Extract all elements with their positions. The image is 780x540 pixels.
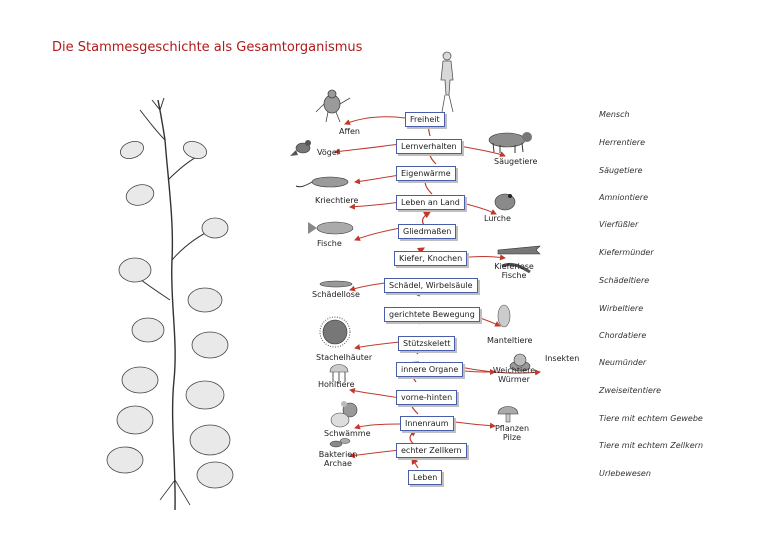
branch-label-affen: Affen <box>339 127 360 136</box>
group-label-wirbeltiere: Wirbeltiere <box>599 304 644 313</box>
page-title: Die Stammesgeschichte als Gesamtorganismus <box>52 40 363 55</box>
sponge-figure <box>331 413 349 427</box>
branch-label-manteltiere: Manteltiere <box>487 336 533 345</box>
bird-figure <box>290 140 311 156</box>
group-label-zweiseitentiere: Zweiseitentiere <box>599 386 662 395</box>
branch-label-stachelhaeuter: Stachelhäuter <box>316 353 373 362</box>
branch-label-voegel: Vögel <box>317 148 339 157</box>
sea-urchin-figure <box>320 317 350 347</box>
branch-label-kieferlose-fische: Kieferlose Fische <box>494 262 534 280</box>
branch-label-pflanzen-pilze: Pflanzen Pilze <box>494 424 530 442</box>
group-label-amniontiere: Amniontiere <box>599 193 649 202</box>
human-figure <box>441 52 453 112</box>
trait-box-kiefer-knochen: Kiefer, Knochen <box>394 251 467 266</box>
branch-label-lurche: Lurche <box>484 214 511 223</box>
trait-box-eigenwaerme: Eigenwärme <box>396 166 456 181</box>
group-label-neumuender: Neumünder <box>599 358 647 367</box>
branch-label-kriechtiere: Kriechtiere <box>315 196 359 205</box>
trait-box-echter-zellkern: echter Zellkern <box>396 443 467 458</box>
plant-illustration <box>107 98 233 510</box>
branch-label-fische: Fische <box>317 239 342 248</box>
group-label-mensch: Mensch <box>599 110 630 119</box>
mushroom-figure <box>498 407 518 423</box>
branch-label-bakterien-archae: Bakterien Archae <box>318 450 358 468</box>
lizard-figure <box>296 177 348 187</box>
group-label-vierfuessler: Vierfüßler <box>599 220 639 229</box>
branch-label-schaedellose: Schädellose <box>312 290 360 299</box>
group-label-tiere-mit-echtem-zellkern: Tiere mit echtem Zellkern <box>599 441 704 450</box>
trait-box-leben-an-land: Leben an Land <box>396 195 465 210</box>
wild-cat-figure <box>489 132 532 153</box>
trait-box-schaedel-wirbelsaeule: Schädel, Wirbelsäule <box>384 278 478 293</box>
group-label-tiere-mit-echtem-gewebe: Tiere mit echtem Gewebe <box>599 414 703 423</box>
trait-box-freiheit: Freiheit <box>405 112 445 127</box>
frog-figure <box>495 194 515 210</box>
trait-box-stuetzskelett: Stützskelett <box>398 336 455 351</box>
branch-label-saeugetiere: Säugetiere <box>494 157 538 166</box>
crocodile-figure <box>498 246 540 254</box>
branch-label-weichtiere-wuermer: Weichtiere Würmer <box>492 366 536 384</box>
trait-box-gerichtete-bewegung: gerichtete Bewegung <box>384 307 480 322</box>
trait-box-innenraum: Innenraum <box>400 416 454 431</box>
fish-figure <box>308 222 353 234</box>
bacteria-figure <box>330 439 350 448</box>
group-label-chordatiere: Chordatiere <box>599 331 647 340</box>
trait-box-lernverhalten: Lernverhalten <box>396 139 462 154</box>
group-label-kiefermuender: Kiefermünder <box>599 248 654 257</box>
group-label-schaedeltiere: Schädeltiere <box>599 276 650 285</box>
trait-box-innere-organe: innere Organe <box>396 362 463 377</box>
trait-box-gliedmassen: Gliedmaßen <box>398 224 456 239</box>
sea-squirt-figure <box>498 305 510 327</box>
group-label-saeugetiere: Säugetiere <box>599 166 643 175</box>
branch-label-insekten: Insekten <box>545 354 580 363</box>
ape-figure <box>316 90 350 122</box>
branch-label-schwaemme: Schwämme <box>324 429 371 438</box>
group-label-urlebewesen: Urlebewesen <box>599 469 651 478</box>
trait-box-vorne-hinten: vorne-hinten <box>396 390 457 405</box>
group-label-herrentiere: Herrentiere <box>599 138 645 147</box>
trait-box-leben: Leben <box>408 470 442 485</box>
branch-label-hohltiere: Hohltiere <box>318 380 355 389</box>
lancelet-figure <box>320 281 352 287</box>
